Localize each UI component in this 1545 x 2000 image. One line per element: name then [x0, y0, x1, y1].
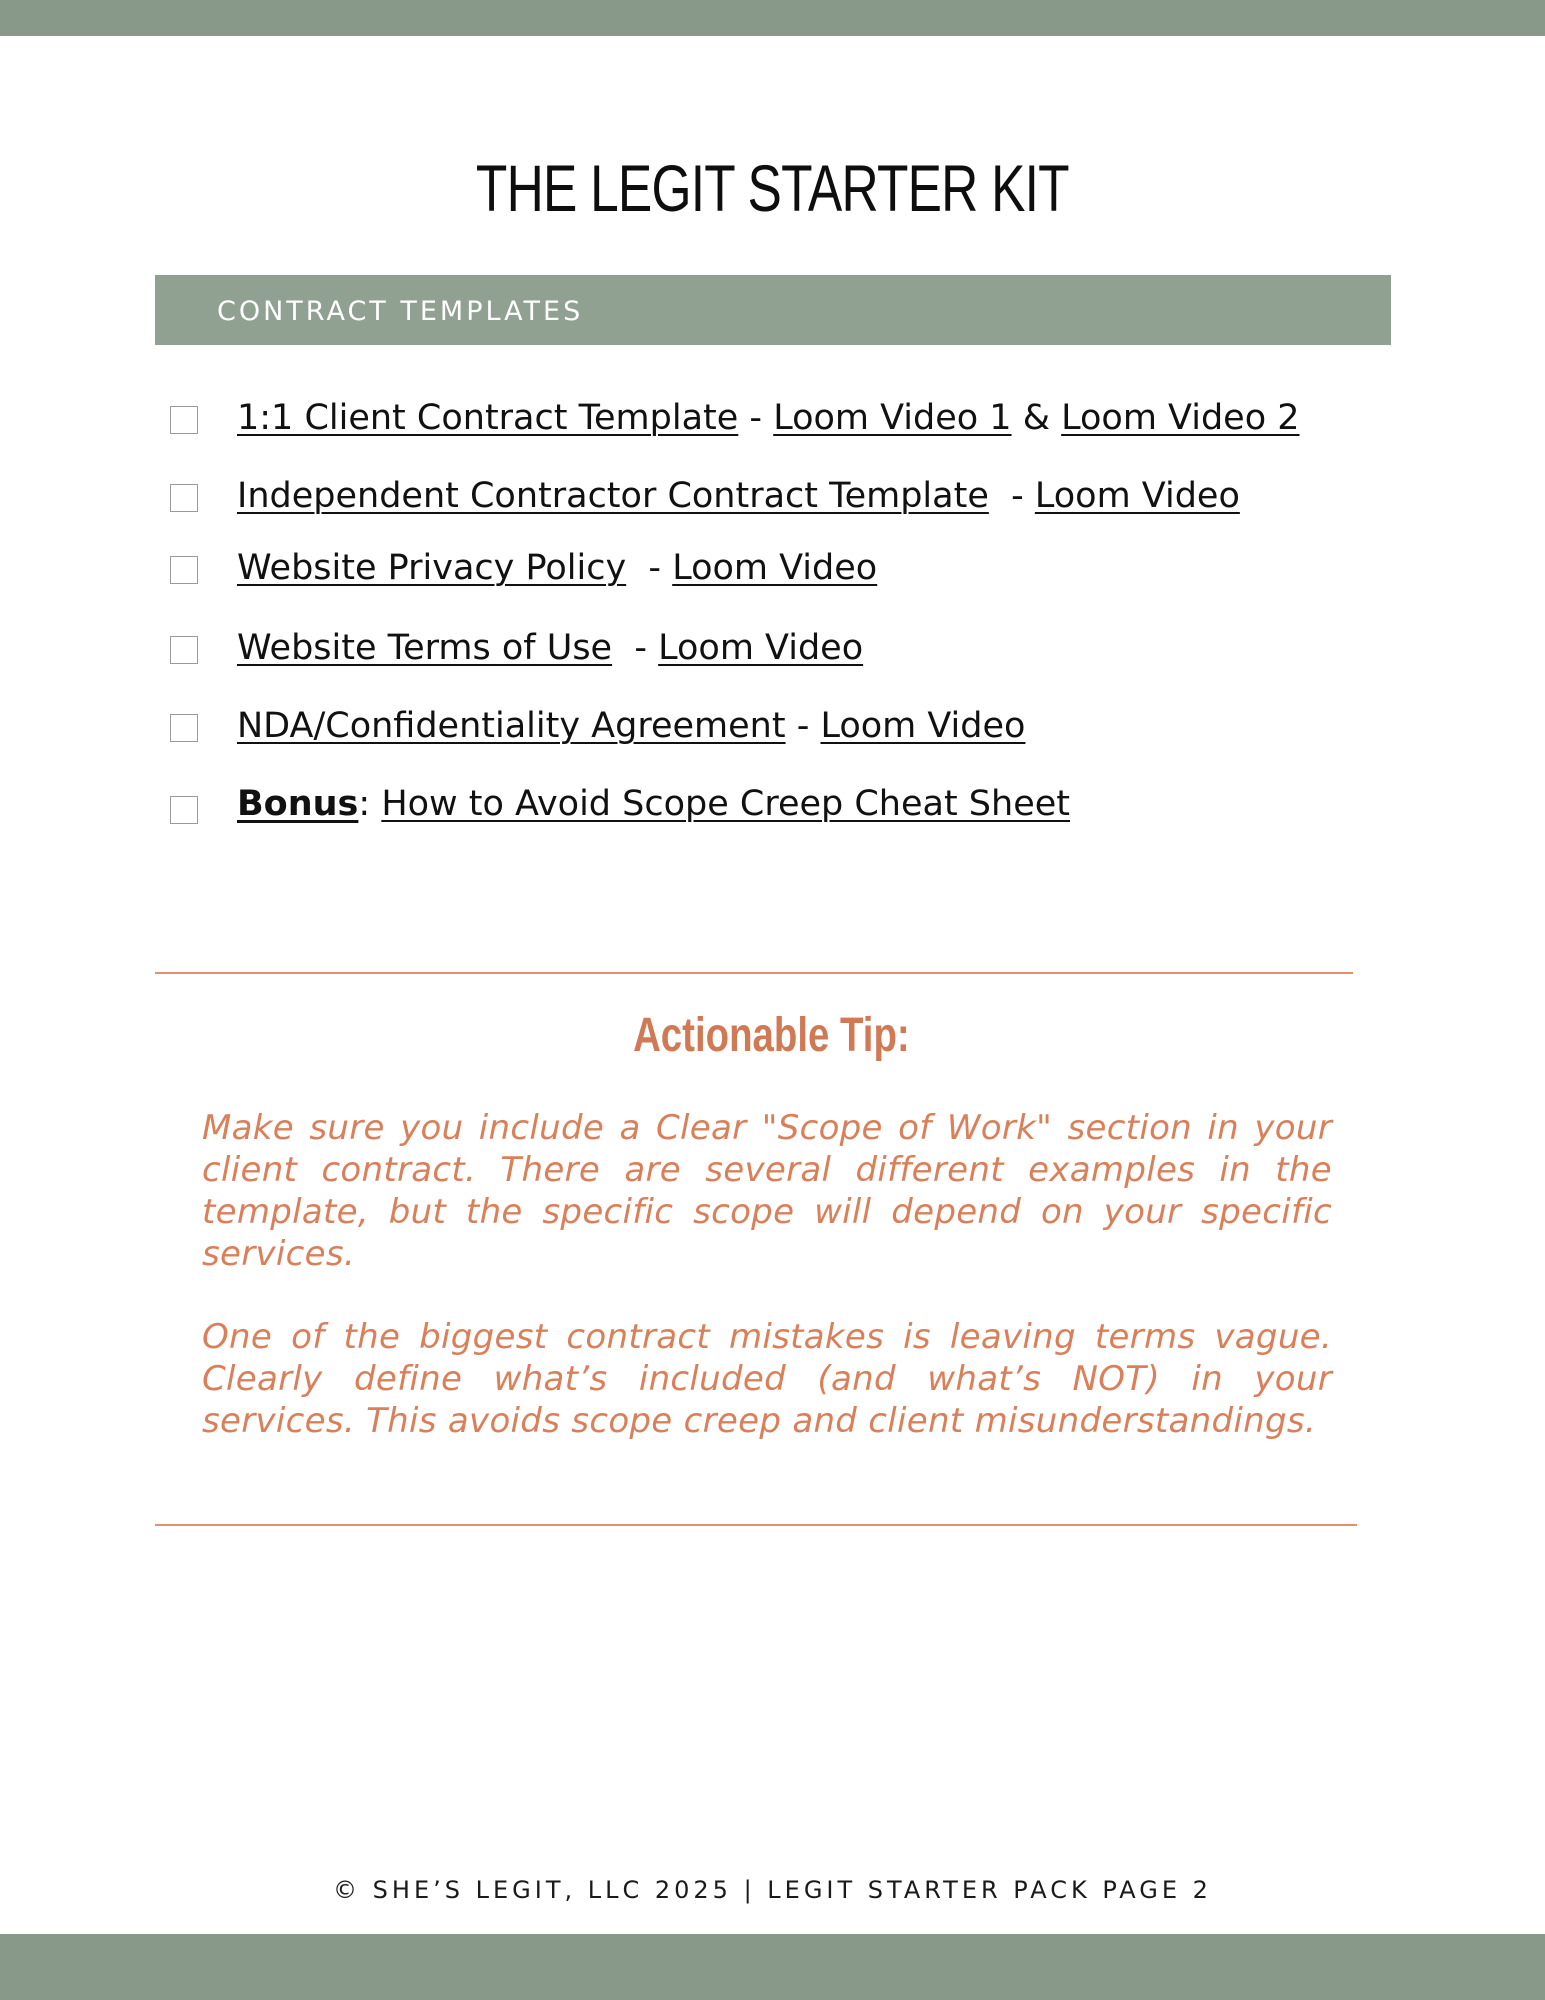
checkbox[interactable]	[170, 484, 198, 512]
checkbox[interactable]	[170, 556, 198, 584]
loom-video-link[interactable]: Loom Video	[672, 548, 878, 588]
separator: -	[738, 398, 774, 438]
bottom-decorative-bar	[0, 1934, 1545, 2000]
tip-heading: Actionable Tip:	[633, 1009, 910, 1062]
loom-video-1-link[interactable]: Loom Video 1	[773, 398, 1012, 438]
tip-paragraph-1: Make sure you include a Clear "Scope of Work" section in your client contract. There are several different examples in the template, but the specific scope will depend on your specific services.	[202, 1108, 1332, 1274]
scope-creep-cheat-sheet-link[interactable]: How to Avoid Scope Creep Cheat Sheet	[381, 784, 1070, 824]
footer: © SHE’S LEGIT, LLC 2025 | LEGIT STARTER PACK PAGE 2	[333, 1876, 1212, 1904]
loom-video-link[interactable]: Loom Video	[820, 706, 1026, 746]
separator: -	[626, 548, 673, 588]
nda-agreement-link[interactable]: NDA/Confidentiality Agreement	[237, 706, 786, 746]
client-contract-template-link[interactable]: 1:1 Client Contract Template	[237, 398, 739, 438]
separator: -	[612, 628, 659, 668]
loom-video-link[interactable]: Loom Video	[658, 628, 864, 668]
checkbox[interactable]	[170, 796, 198, 824]
separator: -	[785, 706, 821, 746]
terms-of-use-link[interactable]: Website Terms of Use	[237, 628, 613, 668]
item-text	[237, 782, 1070, 826]
checkbox[interactable]	[170, 406, 198, 434]
section-header	[155, 275, 1391, 345]
loom-video-2-link[interactable]: Loom Video 2	[1061, 398, 1300, 438]
separator: -	[988, 476, 1035, 516]
item-text	[237, 474, 1240, 518]
item-text	[237, 704, 1025, 748]
bonus-label: Bonus	[237, 784, 359, 824]
ampersand: &	[1011, 398, 1062, 438]
tip-paragraph-2: One of the biggest contract mistakes is leaving terms vague. Clearly define what’s included (and what’s NOT) in your services. This avoids scope creep and client misunderstandings.	[202, 1317, 1332, 1441]
divider-bottom	[155, 1524, 1357, 1526]
section-header-label: CONTRACT TEMPLATES	[217, 296, 584, 327]
loom-video-link[interactable]: Loom Video	[1034, 476, 1240, 516]
checkbox[interactable]	[170, 636, 198, 664]
privacy-policy-link[interactable]: Website Privacy Policy	[237, 548, 627, 588]
item-text	[237, 396, 1300, 440]
contractor-contract-template-link[interactable]: Independent Contractor Contract Template	[237, 476, 989, 516]
checkbox[interactable]	[170, 714, 198, 742]
divider-top	[155, 972, 1353, 974]
colon: :	[358, 784, 382, 824]
item-text	[237, 626, 863, 670]
item-text	[237, 546, 877, 590]
top-decorative-bar	[0, 0, 1545, 36]
page-title: THE LEGIT STARTER KIT	[475, 151, 1069, 225]
